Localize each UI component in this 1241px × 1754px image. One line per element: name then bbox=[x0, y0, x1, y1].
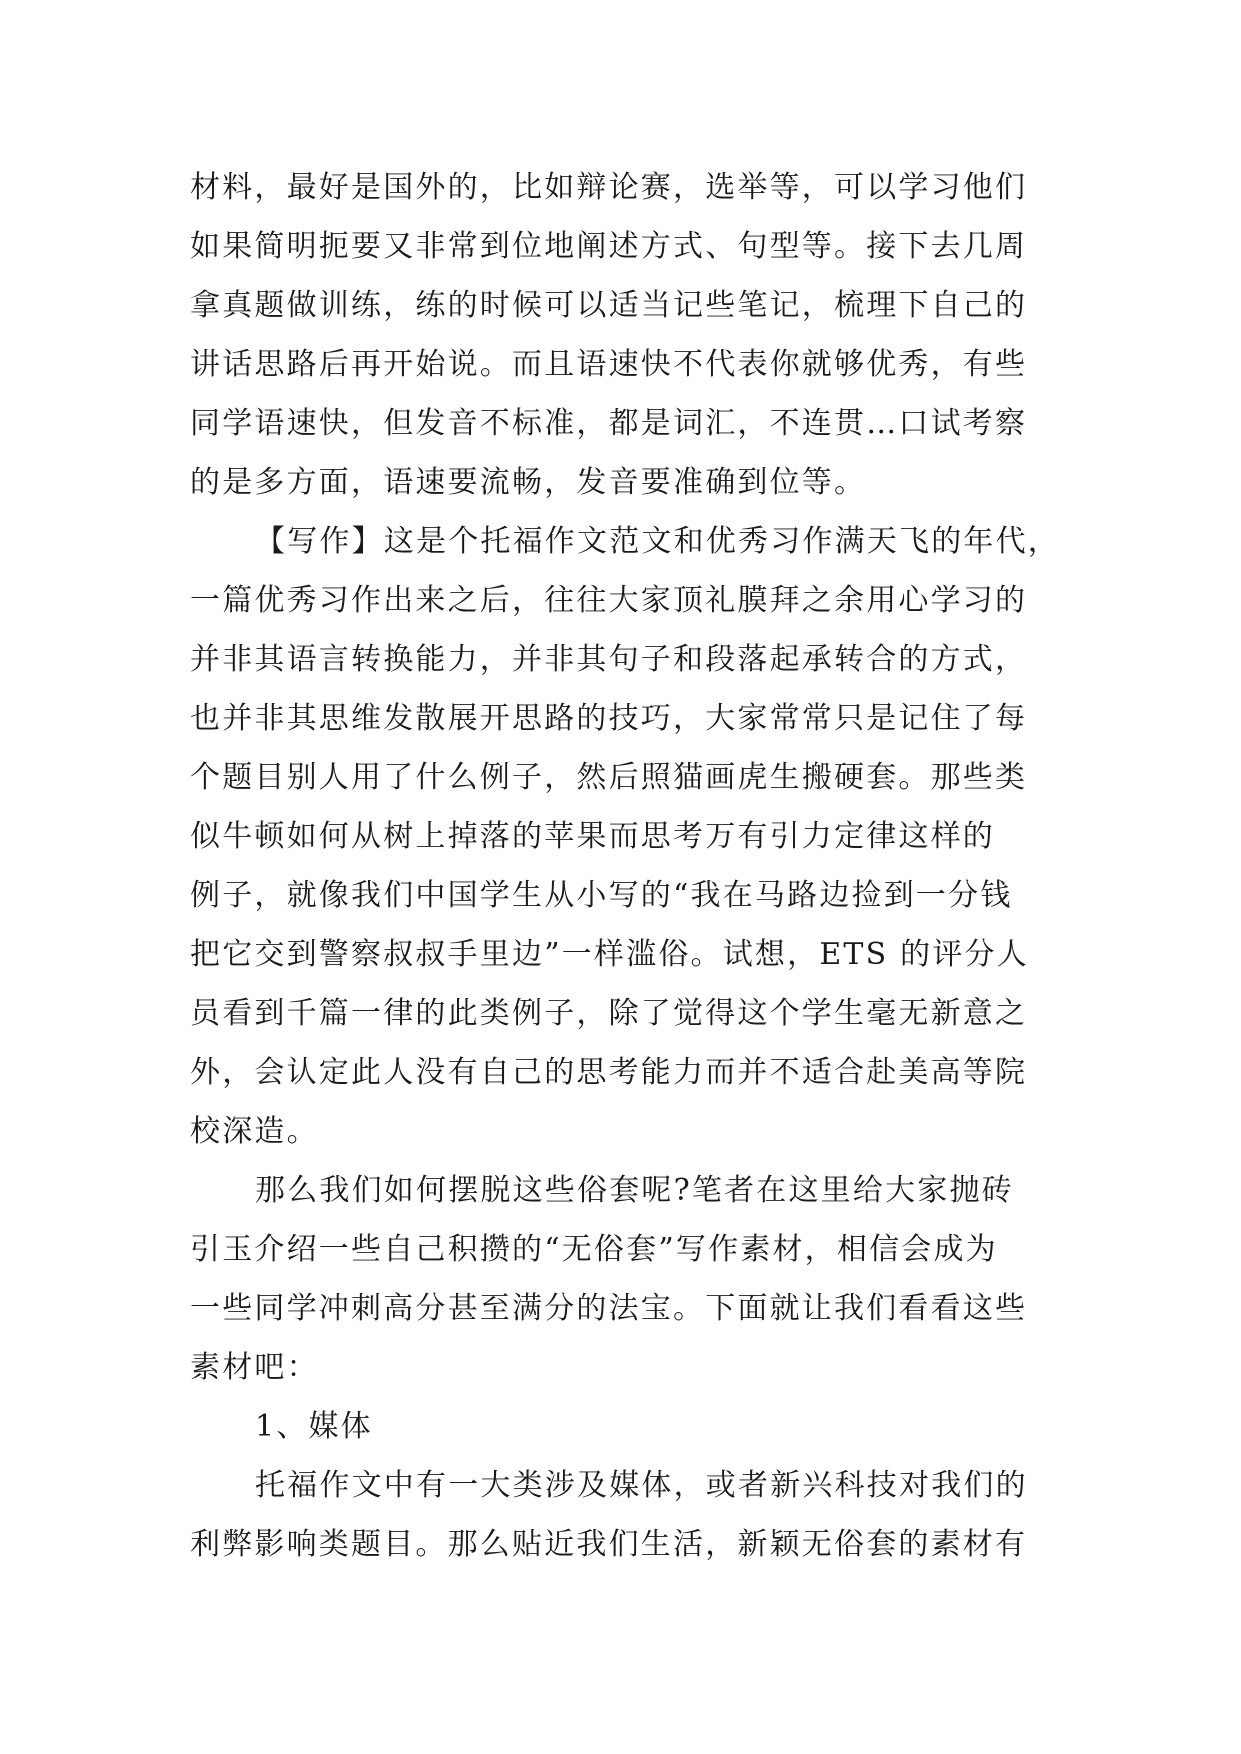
text-line: 材料，最好是国外的，比如辩论赛，选举等，可以学习他们 bbox=[190, 170, 1028, 205]
text-line: 拿真题做训练，练的时候可以适当记些笔记，梳理下自己的 bbox=[190, 288, 1028, 323]
text-line: 一些同学冲刺高分甚至满分的法宝。下面就让我们看看这些 bbox=[190, 1291, 1028, 1326]
text-line: 利弊影响类题目。那么贴近我们生活，新颖无俗套的素材有 bbox=[190, 1527, 1028, 1562]
writing-section-heading-line: 【写作】这是个托福作文范文和优秀习作满天飞的年代， bbox=[255, 524, 1060, 559]
paragraph-first-line: 托福作文中有一大类涉及媒体，或者新兴科技对我们的 bbox=[255, 1468, 1028, 1503]
section-heading-media: 1、媒体 bbox=[255, 1409, 373, 1444]
paragraph-first-line: 那么我们如何摆脱这些俗套呢?笔者在这里给大家抛砖 bbox=[255, 1173, 1014, 1208]
text-line: 员看到千篇一律的此类例子，除了觉得这个学生毫无新意之 bbox=[190, 996, 1028, 1031]
text-line: 如果简明扼要又非常到位地阐述方式、句型等。接下去几周 bbox=[190, 229, 1028, 264]
text-line: 个题目别人用了什么例子，然后照猫画虎生搬硬套。那些类 bbox=[190, 760, 1028, 795]
text-line: 外，会认定此人没有自己的思考能力而并不适合赴美高等院 bbox=[190, 1055, 1028, 1090]
text-line: 讲话思路后再开始说。而且语速快不代表你就够优秀，有些 bbox=[190, 347, 1028, 382]
text-line: 把它交到警察叔叔手里边”一样滥俗。试想，ETS 的评分人 bbox=[190, 937, 1029, 972]
text-line: 的是多方面，语速要流畅，发音要准确到位等。 bbox=[190, 465, 867, 500]
text-line: 同学语速快，但发音不标准，都是词汇，不连贯…口试考察 bbox=[190, 406, 1028, 441]
text-line: 一篇优秀习作出来之后，往往大家顶礼膜拜之余用心学习的 bbox=[190, 583, 1028, 618]
text-line: 校深造。 bbox=[190, 1114, 319, 1149]
text-line: 素材吧： bbox=[190, 1350, 319, 1385]
document-body bbox=[190, 158, 1070, 1574]
text-line: 似牛顿如何从树上掉落的苹果而思考万有引力定律这样的 bbox=[190, 819, 995, 854]
text-line: 引玉介绍一些自己积攒的“无俗套”写作素材，相信会成为 bbox=[190, 1232, 998, 1267]
text-line: 并非其语言转换能力，并非其句子和段落起承转合的方式， bbox=[190, 642, 1028, 677]
text-line: 也并非其思维发散展开思路的技巧，大家常常只是记住了每 bbox=[190, 701, 1028, 736]
text-line: 例子，就像我们中国学生从小写的“我在马路边捡到一分钱 bbox=[190, 878, 1013, 913]
